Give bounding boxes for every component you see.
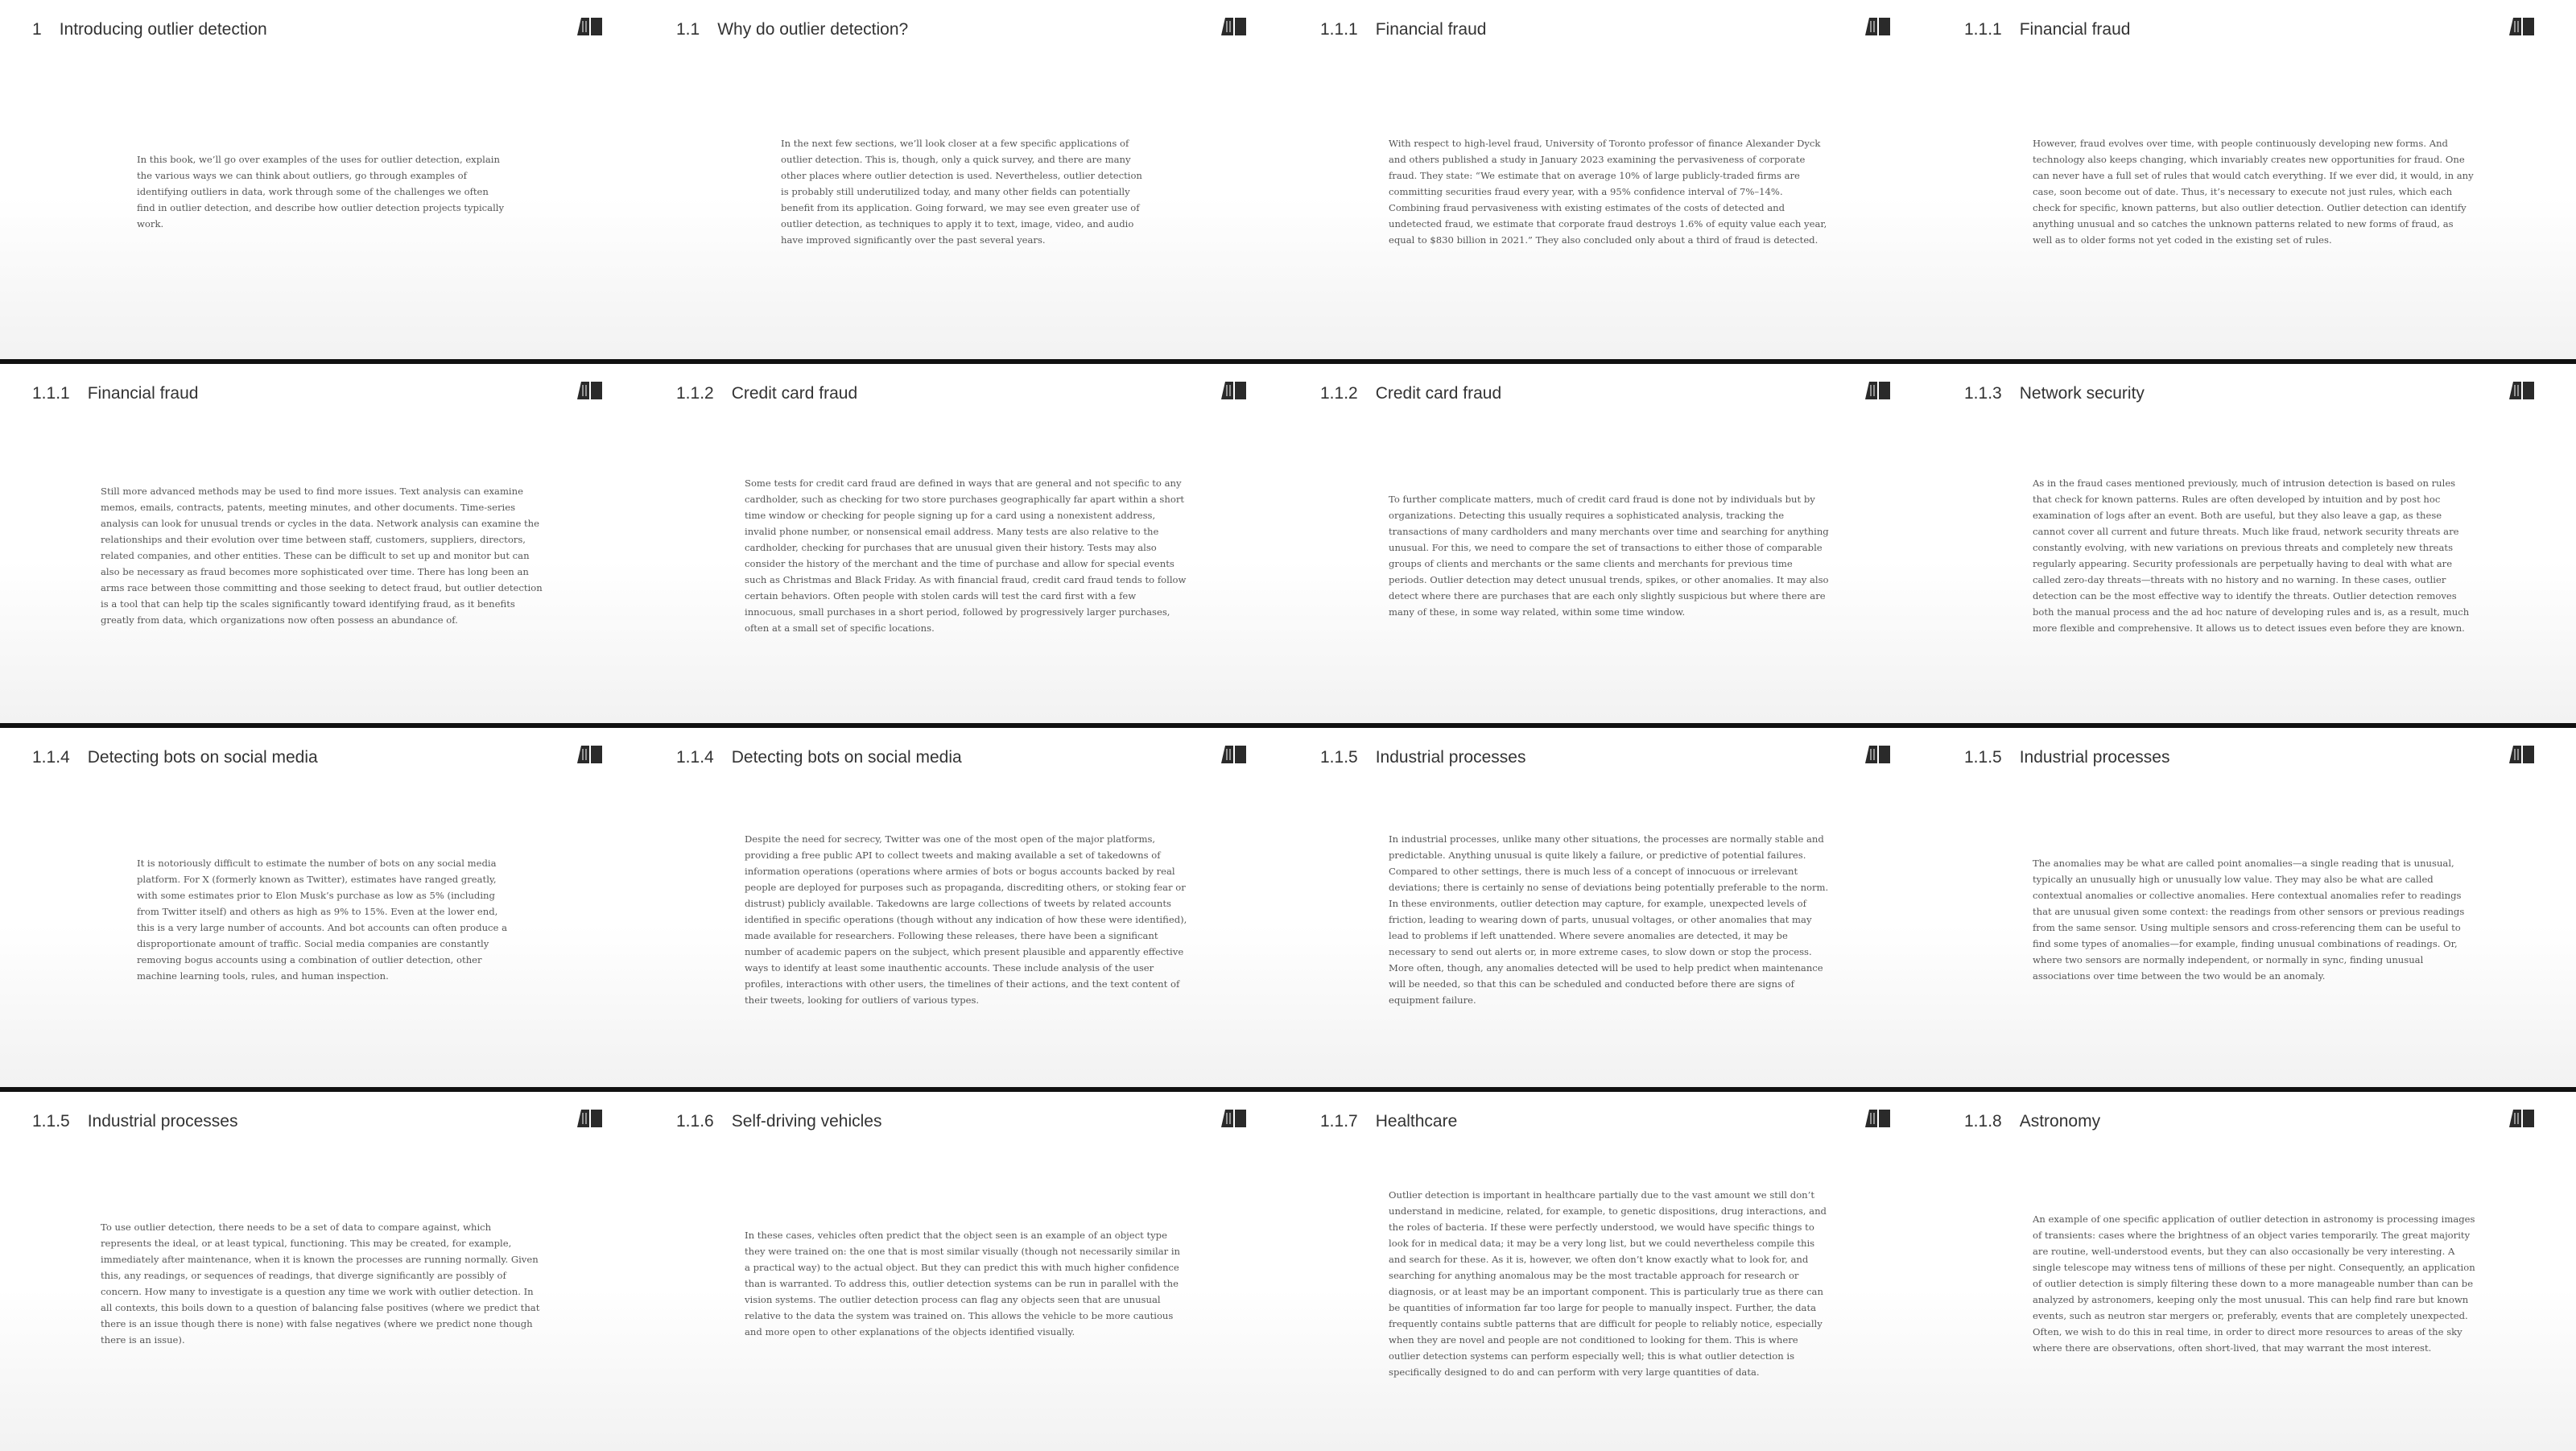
slide-body	[1288, 1140, 1932, 1427]
section-title: Industrial processes	[87, 1112, 238, 1131]
slide-header	[32, 746, 612, 770]
slide-body	[0, 1140, 644, 1427]
slide-header	[32, 18, 612, 42]
slide-paragraph: To further complicate matters, much of credit card fraud is done not by individuals but by organizations. Detecting this usually requires a sophisticated analysis, tracking the transactions of many cardholders and many merchants over time and searching for anything unusual. For this, we need to compare the set of transactions to either those of comparable groups of clients and merchants or the same clients and merchants for previous time periods. Outlier detection may detect unusual trends, spikes, or other anomalies. It may also detect where there are purchases that are each only slightly suspicious but where there are many of these, in some way related, within some time window.	[1389, 494, 1829, 618]
section-number: 1.1.5	[1320, 748, 1358, 767]
slide-paragraph: In industrial processes, unlike many other situations, the processes are normally stable and predictable. Anything unusual is quite likely a failure, or predictive of potential failures. Compared to other settings, there is much less of a concept of innocuous or irrelevant deviations; there is certainly no sense of deviations being potentially preferable to the norm. In these environments, outlier detection may capture, for example, unexpected levels of friction, leading to wearing down of parts, unusual voltages, or other anomalies that may lead to problems if left unattended. Where severe anomalies are detected, it may be necessary to send out alerts or, in more extreme cases, to slow down or stop the process. More often, though, any anomalies detected will be used to help predict when maintenance will be needed, so that this can be scheduled and conducted before there are signs of equipment failure.	[1389, 833, 1829, 1006]
section-title: Introducing outlier detection	[59, 20, 267, 39]
slide-header	[676, 382, 1256, 406]
slide-8[interactable]	[1932, 364, 2576, 723]
slide-14[interactable]	[644, 1092, 1288, 1451]
slide-header	[1320, 1110, 1900, 1134]
book-icon	[576, 380, 604, 401]
section-title: Astronomy	[2019, 1112, 2101, 1131]
section-title: Financial fraud	[87, 384, 199, 403]
slide-body	[1932, 48, 2576, 335]
slide-5[interactable]	[0, 364, 644, 723]
slide-paragraph: Some tests for credit card fraud are defined in ways that are general and not specific to any cardholder, such as checking for two store purchases geographically far apart within a short time window or checking for people signing up for a card using a nonexistent address, invalid phone number, or nonsensical email address. Many tests are also relative to the cardholder, checking for purchases that are unusual given their history. Tests may also consider the history of the merchant and the time of purchase and allow for special events such as Christmas and Black Friday. As with financial fraud, credit card fraud tends to follow certain behaviors. Often people with stolen cards will test the card first with a few innocuous, small purchases in a short period, followed by progressively larger purchases, often at a small set of specific locations.	[745, 477, 1187, 634]
section-title: Financial fraud	[2019, 20, 2131, 39]
slide-header	[1320, 382, 1900, 406]
slide-body	[644, 48, 1288, 335]
slide-paragraph: In these cases, vehicles often predict that the object seen is an example of an object type they were trained on: the one that is most similar visually (though not necessarily similar in a practical way) to the actual object. But they can predict this with much higher confidence than is warranted. To address this, outlier detection systems can be run in parallel with the vision systems. The outlier detection process can flag any objects seen that are unusual relative to the data the system was trained on. This allows the vehicle to be more cautious and more open to other explanations of the objects identified visually.	[745, 1230, 1181, 1337]
book-icon	[1220, 744, 1248, 765]
section-title: Industrial processes	[2019, 748, 2170, 767]
slide-paragraph: It is notoriously difficult to estimate the number of bots on any social media platform. For X (formerly known as Twitter), estimates have ranged greatly, with some estimates prior to Elon Musk’s purchase as low as 5% (including from Twitter itself) and others as high as 9% to 15%. Even at the lower end, this is a very large number of accounts. And bot accounts can often produce a disproportionate amount of traffic. Social media companies are constantly removing bogus accounts using a combination of outlier detection, other machine learning tools, rules, and human inspection.	[137, 858, 507, 982]
section-number: 1.1.1	[32, 384, 70, 403]
slide-10[interactable]	[644, 728, 1288, 1087]
book-icon	[1864, 16, 1892, 37]
slide-header	[32, 382, 612, 406]
section-number: 1.1.3	[1964, 384, 2002, 403]
slide-body	[0, 412, 644, 699]
section-title: Detecting bots on social media	[731, 748, 962, 767]
slide-header	[1964, 1110, 2544, 1134]
slide-body	[0, 48, 644, 335]
slide-body	[0, 776, 644, 1063]
slide-body	[1288, 776, 1932, 1063]
section-number: 1.1.7	[1320, 1112, 1358, 1131]
slide-body	[1288, 412, 1932, 699]
section-number: 1	[32, 20, 42, 39]
slide-7[interactable]	[1288, 364, 1932, 723]
section-title: Network security	[2019, 384, 2145, 403]
book-icon	[576, 1108, 604, 1129]
section-number: 1.1.4	[676, 748, 714, 767]
book-icon	[2508, 1108, 2536, 1129]
slide-header	[1320, 746, 1900, 770]
slide-body	[644, 1140, 1288, 1427]
slide-body	[644, 776, 1288, 1063]
slide-9[interactable]	[0, 728, 644, 1087]
section-title: Healthcare	[1375, 1112, 1458, 1131]
slide-paragraph: In the next few sections, we’ll look closer at a few specific applications of outlier detection. This is, though, only a quick survey, and there are many other places where outlier detection is used. Nevertheless, outlier detection is probably still underutilized today, and many other fields can potentially benefit from its application. Going forward, we may see even greater use of outlier detection, as techniques to apply it to text, image, video, and audio have improved significantly over the past several years.	[781, 138, 1142, 246]
book-icon	[1864, 744, 1892, 765]
section-number: 1.1.2	[1320, 384, 1358, 403]
slide-header	[32, 1110, 612, 1134]
book-icon	[1220, 380, 1248, 401]
slide-11[interactable]	[1288, 728, 1932, 1087]
book-icon	[1864, 1108, 1892, 1129]
slide-16[interactable]	[1932, 1092, 2576, 1451]
slide-body	[1932, 776, 2576, 1063]
slide-header	[1320, 18, 1900, 42]
slide-header	[676, 746, 1256, 770]
section-title: Detecting bots on social media	[87, 748, 318, 767]
slide-header	[676, 18, 1256, 42]
section-title: Self-driving vehicles	[731, 1112, 882, 1131]
section-title: Why do outlier detection?	[717, 20, 909, 39]
slide-paragraph: With respect to high-level fraud, University of Toronto professor of finance Alexander Dyck and others published a study in January 2023 examining the pervasiveness of corporate fraud. They state: “We estimate that on average 10% of large publicly-traded firms are committing securities fraud every year, with a 95% confidence interval of 7%–14%. Combining fraud pervasiveness with existing estimates of the costs of detected and undetected fraud, we estimate that corporate fraud destroys 1.6% of equity value each year, equal to $830 billion in 2021.” They also concluded only about a third of fraud is detected.	[1389, 138, 1827, 246]
slide-header	[1964, 382, 2544, 406]
slide-4[interactable]	[1932, 0, 2576, 359]
book-icon	[2508, 744, 2536, 765]
slide-body	[1932, 412, 2576, 699]
slide-1[interactable]	[0, 0, 644, 359]
book-icon	[2508, 380, 2536, 401]
section-number: 1.1.6	[676, 1112, 714, 1131]
slide-body	[1932, 1140, 2576, 1427]
slide-13[interactable]	[0, 1092, 644, 1451]
section-number: 1.1.5	[32, 1112, 70, 1131]
slide-paragraph: An example of one specific application of outlier detection in astronomy is processing images of transients: cases where the brightness of an object varies temporarily. The great majority are routine, well-understood events, but they can also occasionally be very interesting. A single telescope may witness tens of millions of these per night. Consequently, an application of outlier detection is simply filtering these down to a more manageable number than can be analyzed by astronomers, keeping only the most unusual. This can help find rare but known events, such as neutron star mergers or, preferably, events that are completely unexpected. Often, we wish to do this in real time, in order to direct more resources to areas of the sky where there are observations, often short-lived, that may warrant the most interest.	[2033, 1213, 2475, 1354]
slide-paragraph: Outlier detection is important in healthcare partially due to the vast amount we still don’t understand in medicine, related, for example, to genetic dispositions, drug interactions, and the roles of bacteria. If these were perfectly understood, we would have specific things to look for in medical data; it may be a very long list, but we could nevertheless compile this and search for these. As it is, however, we often don’t know exactly what to look for, and searching for anything anomalous may be the most tractable approach for research or diagnosis, or at least may be an important component. This is particularly true as there can be quantities of information far too large for people to manually inspect. Further, the data frequently contains subtle patterns that are difficult for people to reliably notice, especially when they are novel and people are not conditioned to looking for them. This is where outlier detection systems can perform especially well; this is what outlier detection is specifically designed to do and can perform with very large quantities of data.	[1389, 1189, 1827, 1378]
book-icon	[1864, 380, 1892, 401]
slide-paragraph: Despite the need for secrecy, Twitter was one of the most open of the major platforms, providing a free public API to collect tweets and making available a set of takedowns of information operations (operations where armies of bots or bogus accounts backed by real people are deployed for purposes such as propaganda, discrediting others, or stoking fear or distrust) publicly available. Takedowns are large collections of tweets by related accounts identified in specific operations (though without any indication of how these were identified), made available for researchers. Following these releases, there have been a significant number of academic papers on the subject, which present plausible and apparently effective ways to identify at least some inauthentic accounts. These include analysis of the user profiles, interactions with other users, the timelines of their actions, and the text content of their tweets, looking for outliers of various types.	[745, 833, 1187, 1006]
slide-paragraph: The anomalies may be what are called point anomalies—a single reading that is unusual, typically an unusually high or unusually low value. They may also be what are called contextual anomalies or collective anomalies. Here contextual anomalies refer to readings that are unusual given some context: the readings from other sensors or previous readings from the same sensor. Using multiple sensors and cross-referencing them can be useful to find some types of anomalies—for example, finding unusual combinations of readings. Or, where two sensors are normally independent, or normally in sync, finding unusual associations over time between the two would be an anomaly.	[2033, 858, 2465, 982]
slide-header	[1964, 18, 2544, 42]
section-title: Credit card fraud	[731, 384, 858, 403]
section-title: Financial fraud	[1375, 20, 1487, 39]
slide-3[interactable]	[1288, 0, 1932, 359]
section-title: Industrial processes	[1375, 748, 1526, 767]
book-icon	[2508, 16, 2536, 37]
slide-12[interactable]	[1932, 728, 2576, 1087]
book-icon	[576, 744, 604, 765]
section-number: 1.1.1	[1964, 20, 2002, 39]
slide-2[interactable]	[644, 0, 1288, 359]
slide-body	[644, 412, 1288, 699]
slide-6[interactable]	[644, 364, 1288, 723]
book-icon	[1220, 16, 1248, 37]
section-number: 1.1.2	[676, 384, 714, 403]
slide-15[interactable]	[1288, 1092, 1932, 1451]
section-number: 1.1.4	[32, 748, 70, 767]
section-number: 1.1.5	[1964, 748, 2002, 767]
slide-body	[1288, 48, 1932, 335]
slide-paragraph: However, fraud evolves over time, with people continuously developing new forms. And technology also keeps changing, which invariably creates new opportunities for fraud. One can never have a full set of rules that would catch everything. If we ever did, it would, in any case, soon become out of date. Thus, it’s necessary to execute not just rules, which each check for specific, known patterns, but also outlier detection. Outlier detection can identify anything unusual and so catches the unknown patterns related to new forms of fraud, as well as to older forms not yet coded in the existing set of rules.	[2033, 138, 2474, 246]
slide-paragraph: To use outlier detection, there needs to be a set of data to compare against, which represents the ideal, or at least typical, functioning. This may be created, for example, immediately after maintenance, when it is known the processes are running normally. Given this, any readings, or sequences of readings, that diverge significantly are possibly of concern. How many to investigate is a question any time we work with outlier detection. In all contexts, this boils down to a question of balancing false positives (where we predict that there is an issue though there is none) with false negatives (where we predict none though there is an issue).	[101, 1222, 540, 1346]
slide-paragraph: Still more advanced methods may be used to find more issues. Text analysis can examine memos, emails, contracts, patents, meeting minutes, and other documents. Time-series analysis can look for unusual trends or cycles in the data. Network analysis can examine the relationships and their evolution over time between staff, customers, suppliers, directors, related companies, and other entities. These can be difficult to set up and monitor but can also be necessary as fraud becomes more sophisticated over time. There has long been an arms race between those committing and those seeking to detect fraud, but outlier detection is a tool that can help tip the scales significantly toward identifying fraud, as it benefits greatly from data, which organizations now often possess an abundance of.	[101, 486, 543, 626]
book-icon	[1220, 1108, 1248, 1129]
section-title: Credit card fraud	[1375, 384, 1502, 403]
slide-header	[1964, 746, 2544, 770]
section-number: 1.1	[676, 20, 700, 39]
book-icon	[576, 16, 604, 37]
slide-header	[676, 1110, 1256, 1134]
section-number: 1.1.8	[1964, 1112, 2002, 1131]
slide-paragraph: As in the fraud cases mentioned previously, much of intrusion detection is based on rules that check for known patterns. Rules are often developed by intuition and by post hoc examination of logs after an event. Both are useful, but they also leave a gap, as these cannot cover all current and future threats. Much like fraud, network security threats are constantly evolving, with new variations on previous threats and completely new threats regularly appearing. Security professionals are perpetually having to deal with what are called zero-day threats—threats with no history and no warning. In these cases, outlier detection can be the most effective way to identify the threats. Outlier detection removes both the manual process and the ad hoc nature of developing rules and is, as a result, much more flexible and comprehensive. It allows us to detect issues even before they are known.	[2033, 477, 2470, 634]
slide-paragraph: In this book, we’ll go over examples of the uses for outlier detection, explain the various ways we can think about outliers, go through examples of identifying outliers in data, work through some of the challenges we often find in outlier detection, and describe how outlier detection projects typically work.	[137, 154, 505, 229]
section-number: 1.1.1	[1320, 20, 1358, 39]
